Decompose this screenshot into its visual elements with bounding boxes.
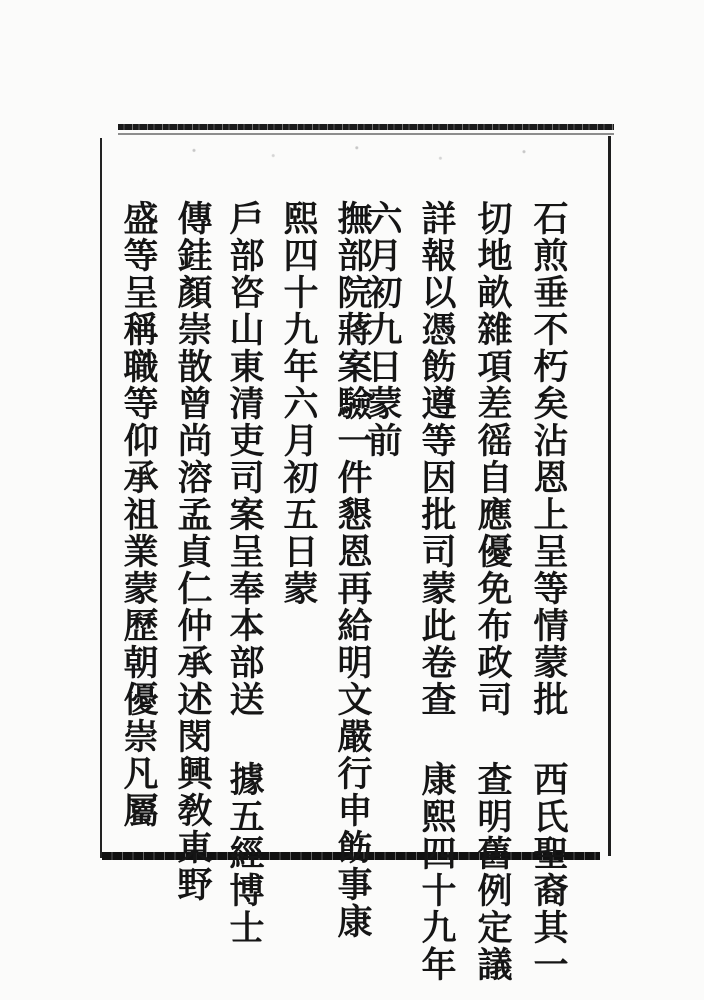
right-frame-rule [608,136,611,856]
text-column-1: 石煎垂不朽矣沾恩上呈等情蒙批 西氏聖裔其一 [528,200,569,983]
text-column-9: 盛等呈稱職等仰承祖業蒙歷朝優崇凡屬 [118,200,159,829]
text-column-3: 詳報以憑飭遵等因批司蒙此卷查 康熙四十九年 [416,200,457,983]
top-frame-inner-rule [118,133,614,135]
text-column-7: 戶部咨山東清吏司案呈奉本部送 據五經博士 [224,200,265,946]
text-column-2: 切地畝雜項差徭自應優免布政司 查明舊例定議 [472,200,513,983]
left-frame-rule [100,138,102,858]
text-column-8: 傳銈顏崇㪚曾尚溶孟貞仁仲承述閔興敎東野 [172,200,213,903]
top-frame-rule [118,124,614,130]
paper-speckle [150,140,590,166]
text-column-5: 撫部院蔣案驗一件懇恩再給明文嚴行申飭事康 [332,200,373,940]
text-column-4: 六月初九日蒙前 [362,200,403,459]
text-column-6: 熙四十九年六月初五日蒙 [278,200,319,607]
